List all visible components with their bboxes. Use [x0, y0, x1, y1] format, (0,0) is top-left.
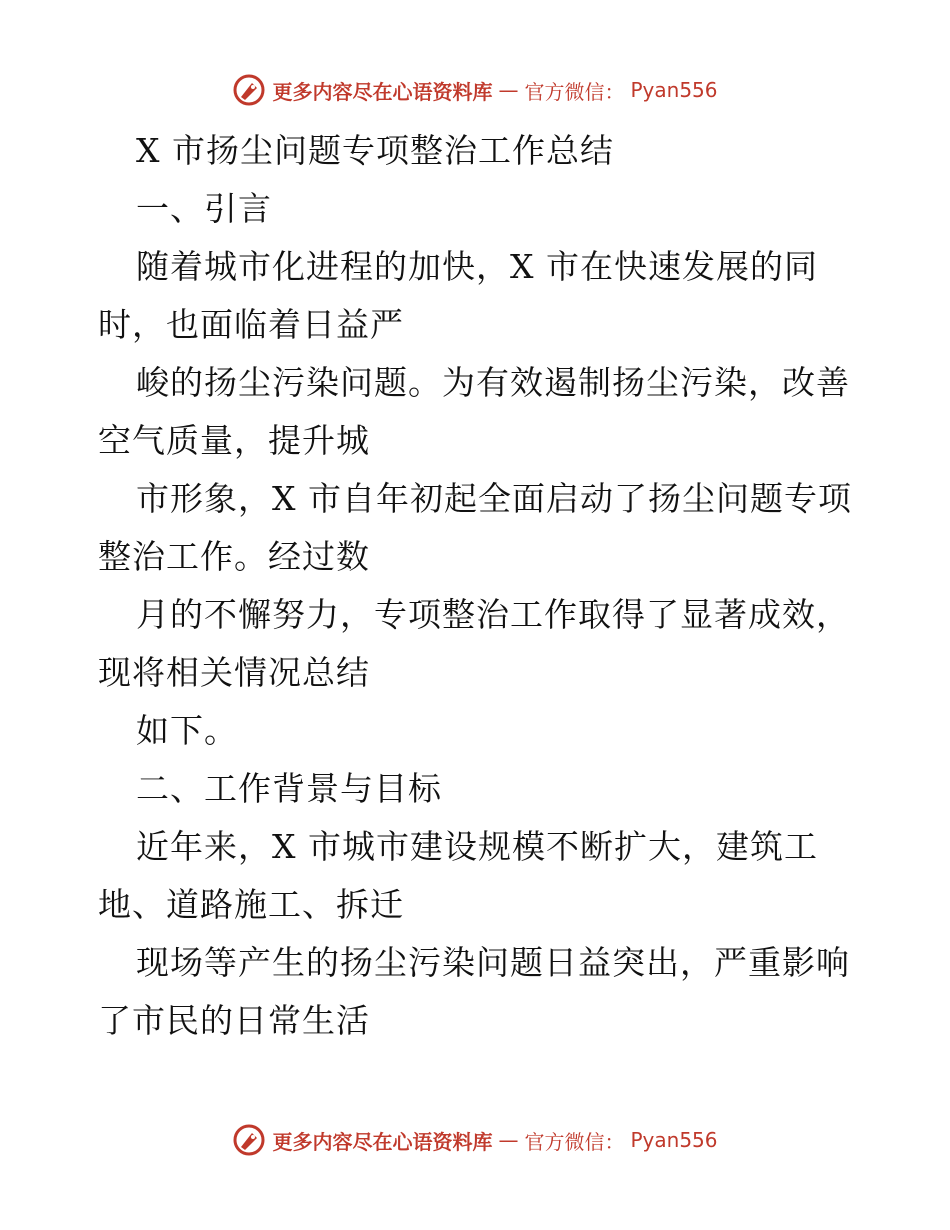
- paragraph-line: 现将相关情况总结: [98, 653, 370, 692]
- paragraph-line: 峻的扬尘污染问题。为有效遏制扬尘污染，改善: [136, 363, 850, 402]
- document-body: [98, 122, 858, 1050]
- section-heading-2: 二、工作背景与目标: [136, 769, 442, 808]
- paragraph-line: 整治工作。经过数: [98, 537, 370, 576]
- paragraph-line: 地、道路施工、拆迁: [98, 885, 404, 924]
- watermark-id: Pyan556: [630, 1128, 718, 1152]
- paragraph-line: 空气质量，提升城: [98, 421, 370, 460]
- watermark-label: 官方微信：: [524, 1129, 625, 1154]
- watermark-id: Pyan556: [630, 78, 718, 102]
- paragraph-line: 随着城市化进程的加快，X 市在快速发展的同: [136, 247, 818, 286]
- paragraph-line: 市形象，X 市自年初起全面启动了扬尘问题专项: [136, 479, 852, 518]
- watermark-label: 官方微信：: [524, 79, 625, 104]
- watermark-text: 更多内容尽在心语资料库: [272, 1129, 493, 1154]
- watermark-text: 更多内容尽在心语资料库: [272, 79, 493, 104]
- pen-nib-logo-icon: [232, 1123, 266, 1157]
- paragraph-line: 月的不懈努力，专项整治工作取得了显著成效，: [136, 595, 850, 634]
- header-watermark: [0, 70, 950, 110]
- pen-nib-logo-icon: [232, 73, 266, 107]
- paragraph-line: 现场等产生的扬尘污染问题日益突出，严重影响: [136, 943, 850, 982]
- watermark-separator: —: [498, 1128, 519, 1152]
- footer-watermark: [0, 1120, 950, 1160]
- document-title: X 市扬尘问题专项整治工作总结: [136, 131, 614, 170]
- paragraph-line: 时，也面临着日益严: [98, 305, 404, 344]
- watermark-separator: —: [498, 78, 519, 102]
- paragraph-line: 了市民的日常生活: [98, 1001, 370, 1040]
- paragraph-line: 如下。: [136, 711, 238, 750]
- section-heading-1: 一、引言: [136, 189, 272, 228]
- paragraph-line: 近年来，X 市城市建设规模不断扩大，建筑工: [136, 827, 818, 866]
